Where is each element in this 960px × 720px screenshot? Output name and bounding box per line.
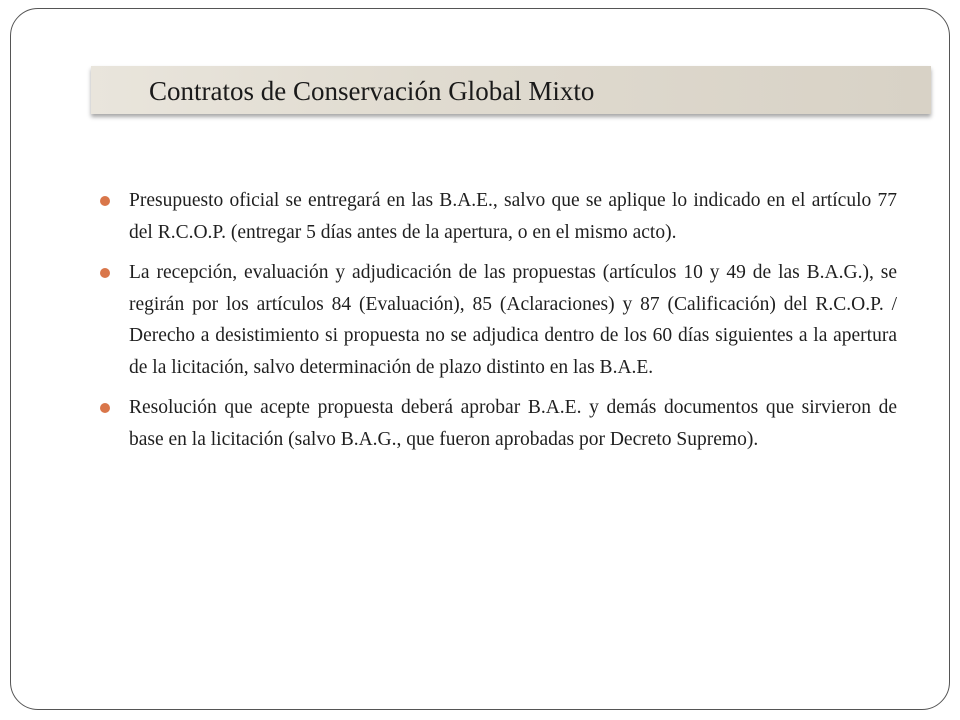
list-item: [97, 185, 897, 248]
bullet-text: Resolución que acepte propuesta deberá aprobar B.A.E. y demás documentos que sirvieron de base en la licitación (salvo B.A.G., que fueron aprobadas por Decreto Supremo).: [129, 397, 897, 450]
bullet-dot-icon: [100, 196, 110, 206]
title-bar: [91, 66, 931, 114]
bullet-text: La recepción, evaluación y adjudicación de las propuestas (artículos 10 y 49 de las B.A.G.), se regirán por los artículos 84 (Evaluación), 85 (Aclaraciones) y 87 (Calificación) del R.C.O.P. / Derecho a desistimiento si propuesta no se adjudica dentro de los 60 días siguientes a la apertura de la licitación, salvo determinación de plazo distinto en las B.A.E.: [129, 262, 897, 378]
bullet-list: [97, 185, 897, 464]
list-item: [97, 257, 897, 383]
list-item: [97, 392, 897, 455]
bullet-dot-icon: [100, 403, 110, 413]
bullet-text: Presupuesto oficial se entregará en las B.A.E., salvo que se aplique lo indicado en el artículo 77 del R.C.O.P. (entregar 5 días antes de la apertura, o en el mismo acto).: [129, 190, 897, 243]
bullet-dot-icon: [100, 268, 110, 278]
page-title: Contratos de Conservación Global Mixto: [149, 76, 595, 106]
slide-frame: [10, 8, 950, 710]
